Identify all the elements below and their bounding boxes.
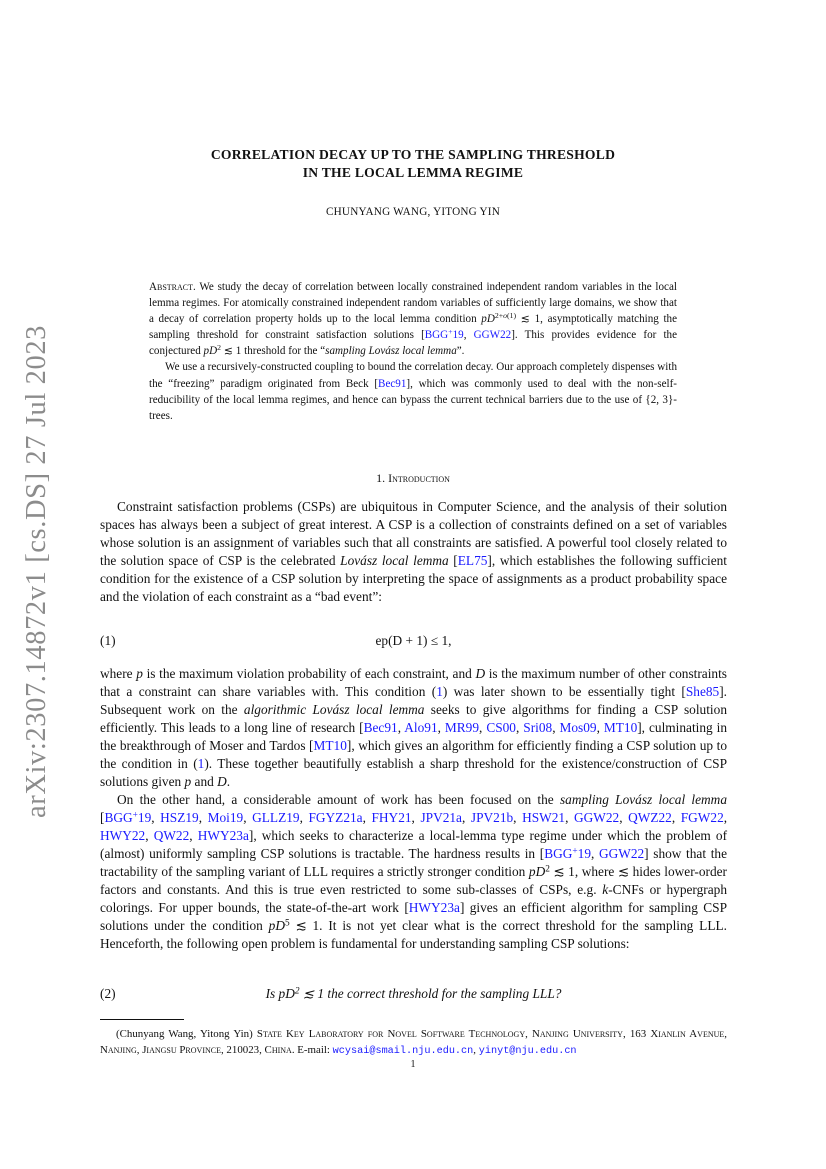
citation-link[interactable]: JPV21b bbox=[470, 810, 514, 825]
citation-link[interactable]: BGG+19 bbox=[104, 810, 152, 825]
citation-link[interactable]: MR99 bbox=[444, 720, 480, 735]
citation-link[interactable]: FHY21 bbox=[371, 810, 412, 825]
footnote-rule bbox=[100, 1019, 184, 1020]
citation-link[interactable]: JPV21a bbox=[420, 810, 462, 825]
paragraph-1: Constraint satisfaction problems (CSPs) are ubiquitous in Computer Science, and the analysis of their solution spaces has always been a subject of great interest. A CSP is a collection of constraints defined on a set of variables whose solution is an assignment of variables such that all constraints are satisfied. A powerful tool closely related to the solution space of CSP is the celebrated Lovász local lemma [EL75], which establishes the following sufficient condition for the existence of a CSP solution by interpreting the space of assignments as a product probability space and the violation of each constraint as a “bad event”: bbox=[100, 499, 727, 604]
citation-link[interactable]: Moi19 bbox=[207, 810, 244, 825]
paragraph-2: where p is the maximum violation probability of each constraint, and D is the maximum number of other constraints that a constraint can share variables with. This condition (1) was later shown to be essentially tight [She85]. Subsequent work on the algorithmic Lovász local lemma seeks to give algorithms for finding a CSP solution efficiently. This leads to a long line of research [Bec91, Alo91, MR99, CS00, Sri08, Mos09, MT10], culminating in the breakthrough of Moser and Tardos [MT10], which gives an algorithm for efficiently finding a CSP solution up to the condition in (1). These together beautifully establish a sharp threshold for the existence/construction of CSP solutions given p and D. On the other hand, a considerable amount of work has been focused on the sampling Lovász local lemma [BGG+19, HSZ19, Moi19, GLLZ19, FGYZ21a, FHY21, JPV21a, JPV21b, HSW21, GGW22, QWZ22, FGW22, HWY22, QW22, HWY23a], which seeks to characterize a local-lemma type regime under which the problem of (almost) uniformly sampling CSP solutions is tractable. The hardness results in [BGG+19, GGW22] show that the tractability of the sampling variant of LLL requires a strictly stronger condition $pD^2$ ≲ 1, where ≲ hides lower-order factors and constants. And this is true even restricted to some sub-classes of CSPs, e.g. k-CNFs or hypergraph colorings. For upper bounds, the state-of-the-art work [HWY23a] gives an efficient algorithm for sampling CSP solutions under the condition $pD^5$ ≲ 1. It is not yet clear what is the correct threshold for the sampling LLL. Henceforth, the following open problem is fundamental for understanding sampling CSP solutions: bbox=[100, 666, 728, 951]
citation-link[interactable]: GGW22 bbox=[473, 329, 512, 342]
citation-link[interactable]: Bec91 bbox=[378, 377, 407, 390]
citation-link[interactable]: HWY22 bbox=[100, 828, 146, 843]
paragraph-3: On the other hand, a considerable amount of work has been focused on the sampling Lovász local lemma [BGG+19, HSZ19, Moi19, GLLZ19, FGYZ21a, FHY21, JPV21a, JPV21b, HSW21, GGW22, QWZ22, FGW22, HWY22, QW22, HWY23a], which seeks to characterize a local-lemma type regime under which the problem of (almost) uniformly sampling CSP solutions is tractable. The hardness results in [BGG+19, GGW22] show that the tractability of the sampling variant of LLL requires a strictly stronger condition $pD^2$ ≲ 1, where ≲ hides lower-order factors and constants. And this is true even restricted to some sub-classes of CSPs, e.g. k-CNFs or hypergraph colorings. For upper bounds, the state-of-the-art work [HWY23a] gives an efficient algorithm for sampling CSP solutions under the condition $pD^5$ ≲ 1. It is not yet clear what is the correct threshold for the sampling LLL. Henceforth, the following open problem is fundamental for understanding sampling CSP solutions: bbox=[100, 792, 728, 951]
page-number: 1 bbox=[410, 1059, 416, 1070]
abstract-paragraph-2: We use a recursively-constructed coupling to bound the correlation decay. Our approach completely dispenses with the “freezing” paradigm originated from Beck [Bec91], which was commonly used to deal with the non-self-reducibility of the local lemma regimes, and hence can bypass the current technical barriers due to the use of {2, 3}-trees. bbox=[149, 361, 677, 422]
citation-link[interactable]: MT10 bbox=[313, 738, 347, 753]
arxiv-identifier: arXiv:2307.14872v1 [cs.DS] 27 Jul 2023 bbox=[21, 324, 52, 818]
citation-link[interactable]: Bec91 bbox=[363, 720, 398, 735]
citation-link[interactable]: QW22 bbox=[153, 828, 190, 843]
abstract-label: Abstract. bbox=[149, 281, 196, 293]
citation-link[interactable]: QWZ22 bbox=[628, 810, 672, 825]
equation-expression: Is $pD^2$ ≲ 1 the correct threshold for the sampling LLL? bbox=[265, 986, 562, 1001]
citation-link[interactable]: She85 bbox=[685, 684, 720, 699]
citation-link[interactable]: BGG+19 bbox=[424, 327, 464, 342]
email-link[interactable]: wcysai@smail.nju.edu.cn bbox=[332, 1046, 474, 1058]
citation-link[interactable]: GGW22 bbox=[573, 810, 620, 825]
citation-link[interactable]: BGG+19 bbox=[544, 846, 591, 861]
author-list: CHUNYANG WANG, YITONG YIN bbox=[325, 206, 501, 218]
citation-link[interactable]: FGYZ21a bbox=[308, 810, 363, 825]
email-link[interactable]: yinyt@nju.edu.cn bbox=[478, 1046, 577, 1058]
citation-link[interactable]: GGW22 bbox=[598, 846, 645, 861]
equation-2 bbox=[100, 986, 727, 1004]
citation-link[interactable]: CS00 bbox=[486, 720, 516, 735]
citation-link[interactable]: MT10 bbox=[603, 720, 638, 735]
equation-1 bbox=[100, 633, 727, 651]
affiliation: State Key Laboratory for Novel Software Technology, Nanjing University, 163 Xianlin Avenue, Nanjing, Jiangsu Province, 210023, China. bbox=[100, 1028, 727, 1057]
citation-link[interactable]: HWY23a bbox=[197, 828, 249, 843]
citation-link[interactable]: HSZ19 bbox=[160, 810, 199, 825]
footnote: (Chunyang Wang, Yitong Yin) State Key Laboratory for Novel Software Technology, Nanjing University, 163 Xianlin Avenue, Nanjing, Jiangsu Province, 210023, China. E-mail: wcysai@smail.nju.edu.cn, yinyt@nju.edu.cn bbox=[100, 1028, 727, 1058]
math-condition: $pD^{2+o(1)}$ ≲ 1 bbox=[481, 311, 541, 326]
citation-link[interactable]: GLLZ19 bbox=[252, 810, 300, 825]
citation-link[interactable]: HWY23a bbox=[408, 900, 460, 915]
section-heading: 1. Introduction bbox=[376, 471, 450, 485]
citation-link[interactable]: Alo91 bbox=[404, 720, 438, 735]
abstract-paragraph-1: Abstract. We study the decay of correlation between locally constrained independent random variables in the local lemma regimes. For atomically constrained independent random variables of sufficiently large domains, we show that a decay of correlation property holds up to the local lemma condition $pD^{2+o(1)}$ ≲ 1, asymptotically matching the sampling threshold for constraint satisfaction solutions [BGG+19, GGW22]. This provides evidence for the conjectured $pD^2$ ≲ 1 threshold for the “sampling Lovász local lemma”. bbox=[149, 281, 678, 358]
equation-expression: ep(D + 1) ≤ 1, bbox=[375, 633, 452, 648]
equation-ref[interactable]: 1 bbox=[197, 756, 205, 771]
equation-number: (1) bbox=[100, 633, 116, 648]
title-line-2: IN THE LOCAL LEMMA REGIME bbox=[302, 165, 524, 180]
citation-link[interactable]: Sri08 bbox=[523, 720, 553, 735]
citation-link[interactable]: Mos09 bbox=[559, 720, 597, 735]
citation-link[interactable]: HSW21 bbox=[522, 810, 566, 825]
equation-ref[interactable]: 1 bbox=[436, 684, 443, 699]
equation-number: (2) bbox=[100, 986, 116, 1001]
title-line-1: CORRELATION DECAY UP TO THE SAMPLING THRESHOLD bbox=[210, 147, 616, 162]
math-condition: $pD^2$ ≲ 1 bbox=[203, 343, 242, 358]
citation-link[interactable]: FGW22 bbox=[680, 810, 724, 825]
citation-link[interactable]: EL75 bbox=[457, 553, 488, 568]
paper-title bbox=[100, 146, 726, 182]
abstract bbox=[149, 279, 677, 424]
